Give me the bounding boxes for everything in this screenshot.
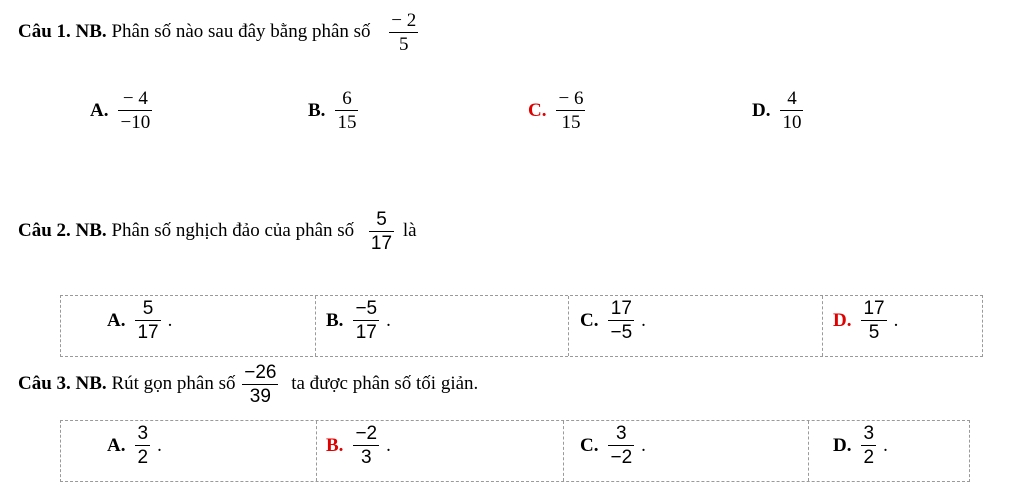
fraction-denominator: 2 (137, 447, 149, 469)
option-fraction (353, 423, 379, 469)
option-label: D. (752, 99, 771, 121)
option-fraction (608, 298, 634, 344)
q2-option-c[interactable] (580, 298, 646, 344)
fraction-denominator: 15 (337, 112, 357, 134)
question-1-text: Phân số nào sau đây bằng phân số (111, 21, 371, 43)
option-suffix: . (641, 434, 646, 456)
fraction-denominator: 10 (782, 112, 802, 134)
option-fraction (135, 298, 160, 344)
fraction-numerator: −5 (355, 298, 378, 319)
option-fraction (608, 423, 634, 469)
option-fraction (335, 88, 358, 134)
fraction-numerator: 6 (342, 88, 352, 109)
table-divider (568, 296, 569, 356)
option-label: A. (90, 99, 109, 121)
fraction-denominator: 17 (355, 322, 377, 344)
option-fraction (353, 298, 379, 344)
question-1-fraction (389, 10, 418, 56)
q2-option-a[interactable] (107, 298, 172, 344)
fraction-numerator: −26 (244, 362, 277, 383)
option-fraction (861, 423, 876, 469)
fraction-numerator: −2 (355, 423, 378, 444)
table-divider (316, 421, 317, 481)
fraction-numerator: 4 (787, 88, 797, 109)
fraction-bar (118, 110, 152, 111)
fraction-bar (353, 445, 379, 446)
fraction-denominator: −2 (610, 447, 633, 469)
fraction-numerator: 5 (376, 209, 387, 230)
fraction-numerator: 17 (863, 298, 885, 319)
option-suffix: . (157, 434, 162, 456)
option-fraction (118, 88, 152, 134)
fraction-numerator: − 2 (391, 10, 417, 31)
question-3-fraction (242, 362, 278, 408)
option-suffix: . (167, 309, 173, 331)
option-fraction (861, 298, 886, 344)
q1-option-d[interactable] (752, 88, 807, 134)
question-2 (18, 209, 417, 255)
option-suffix: . (883, 434, 888, 456)
question-3 (18, 362, 478, 408)
table-divider (563, 421, 564, 481)
fraction-bar (608, 445, 634, 446)
option-label: A. (107, 309, 126, 331)
question-2-fraction (369, 209, 394, 255)
fraction-denominator: −5 (610, 322, 633, 344)
fraction-numerator: − 6 (558, 88, 584, 109)
fraction-numerator: − 4 (122, 88, 148, 109)
question-3-text: Rút gọn phân số (111, 373, 236, 395)
option-suffix: . (893, 309, 899, 331)
fraction-denominator: 5 (868, 322, 880, 344)
fraction-denominator: 17 (370, 233, 393, 255)
question-3-text-after: ta được phân số tối giản. (291, 373, 479, 395)
option-label: B. (326, 434, 344, 456)
fraction-numerator: 3 (137, 423, 149, 444)
q3-option-a[interactable] (107, 423, 162, 469)
table-divider (822, 296, 823, 356)
option-suffix: . (386, 434, 391, 456)
fraction-bar (608, 320, 634, 321)
fraction-bar (242, 384, 278, 385)
question-3-label: Câu 3. NB. (18, 373, 107, 395)
fraction-denominator: 2 (863, 447, 875, 469)
fraction-bar (780, 110, 803, 111)
option-label: A. (107, 434, 126, 456)
fraction-numerator: 3 (863, 423, 875, 444)
question-2-label: Câu 2. NB. (18, 220, 107, 242)
fraction-bar (335, 110, 358, 111)
question-2-text: Phân số nghịch đảo của phân số (111, 220, 355, 242)
fraction-numerator: 17 (610, 298, 632, 319)
fraction-bar (135, 320, 160, 321)
fraction-denominator: 17 (137, 322, 159, 344)
fraction-denominator: 15 (561, 112, 581, 134)
q1-option-a[interactable] (90, 88, 156, 134)
fraction-denominator: 39 (249, 386, 271, 408)
fraction-numerator: 3 (616, 423, 627, 444)
fraction-numerator: 5 (142, 298, 154, 319)
fraction-bar (135, 445, 150, 446)
q1-option-b[interactable] (308, 88, 362, 134)
option-fraction (556, 88, 585, 134)
table-divider (315, 296, 316, 356)
option-label: C. (528, 99, 547, 121)
option-label: B. (326, 309, 344, 331)
question-1 (18, 10, 422, 56)
question-2-text-after: là (402, 220, 417, 242)
table-divider (808, 421, 809, 481)
fraction-bar (861, 445, 876, 446)
fraction-bar (389, 32, 418, 33)
q2-option-b[interactable] (326, 298, 391, 344)
q3-option-c[interactable] (580, 423, 646, 469)
option-suffix: . (641, 309, 646, 331)
fraction-bar (556, 110, 585, 111)
option-label: B. (308, 99, 326, 121)
q3-option-b[interactable] (326, 423, 391, 469)
q3-option-d[interactable] (833, 423, 888, 469)
option-label: D. (833, 434, 852, 456)
option-label: C. (580, 309, 599, 331)
question-1-label: Câu 1. NB. (18, 21, 107, 43)
option-label: C. (580, 434, 599, 456)
q2-option-d[interactable] (833, 298, 898, 344)
fraction-denominator: 5 (399, 34, 409, 56)
fraction-bar (369, 231, 394, 232)
option-fraction (135, 423, 150, 469)
option-suffix: . (386, 309, 391, 331)
fraction-denominator: 3 (360, 447, 372, 469)
q1-option-c[interactable] (528, 88, 589, 134)
option-fraction (780, 88, 803, 134)
fraction-denominator: −10 (120, 112, 151, 134)
option-label: D. (833, 309, 852, 331)
fraction-bar (353, 320, 379, 321)
fraction-bar (861, 320, 886, 321)
